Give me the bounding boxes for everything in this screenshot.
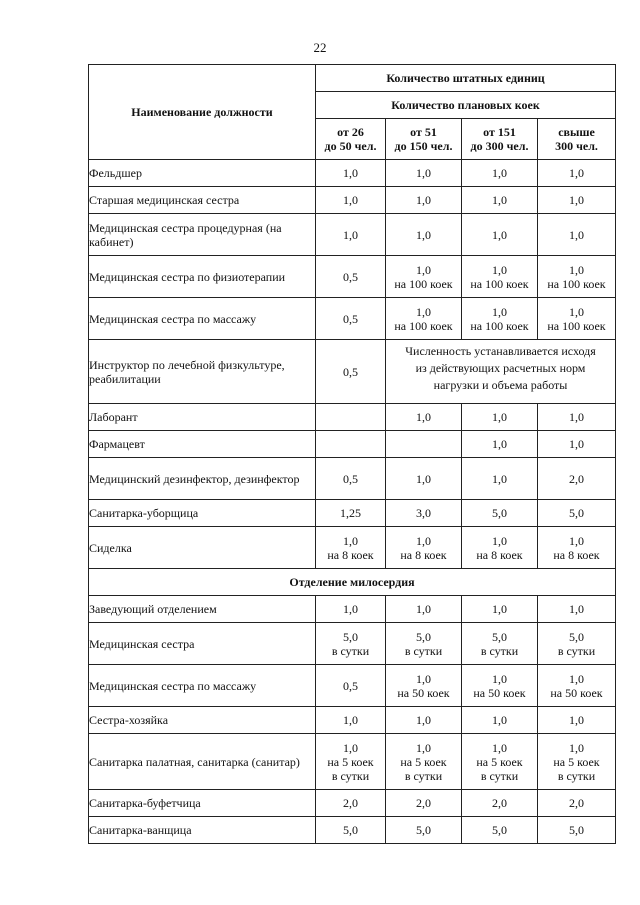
value-line: 1,0 (416, 740, 431, 755)
value-line: 1,0 (416, 227, 431, 242)
units-header: Количество штатных единиц (316, 65, 616, 92)
value-line: 1,0 (416, 166, 431, 180)
value-line: 1,0 (416, 262, 431, 277)
table-row (89, 404, 616, 431)
value-cell (538, 214, 616, 256)
value-line: на 5 коек (553, 754, 600, 769)
value-line: на 50 коек (473, 685, 526, 700)
position-name: Фельдшер (89, 160, 316, 187)
section-row (89, 569, 616, 596)
value-line: 5,0 (492, 629, 507, 644)
value-line: 1,0 (416, 410, 431, 424)
value-cell (316, 340, 386, 404)
position-name: Медицинская сестра процедурная (на кабинет) (89, 214, 316, 256)
table-row (89, 298, 616, 340)
value-line: 1,0 (492, 671, 507, 686)
value-line: в сутки (480, 643, 519, 658)
position-name: Старшая медицинская сестра (89, 187, 316, 214)
value-line: 1,0 (343, 713, 358, 727)
value-cell (462, 527, 538, 569)
section-title: Отделение милосердия (89, 569, 616, 596)
value-line: на 100 коек (394, 318, 453, 333)
value-line: на 100 коек (470, 318, 529, 333)
position-name: Медицинский дезинфектор, дезинфектор (89, 458, 316, 500)
value-line: 0,5 (343, 471, 358, 486)
value-cell (462, 404, 538, 431)
range-header-line: 300 чел. (555, 139, 598, 153)
table-row (89, 817, 616, 844)
value-cell (316, 596, 386, 623)
value-line: 1,0 (492, 227, 507, 242)
value-line: 1,0 (569, 602, 584, 616)
value-line: на 8 коек (553, 547, 600, 562)
position-name: Фармацевт (89, 431, 316, 458)
value-line: на 100 коек (394, 276, 453, 291)
value-line: 1,0 (492, 471, 507, 486)
value-cell (538, 187, 616, 214)
value-cell (316, 623, 386, 665)
value-line: в сутки (404, 768, 443, 783)
range-header-line: от 26 (337, 125, 364, 139)
position-name: Медицинская сестра по массажу (89, 665, 316, 707)
range-header-line: до 300 чел. (470, 139, 529, 153)
table-row (89, 187, 616, 214)
note-line: из действующих расчетных норм (415, 361, 586, 375)
value-line: на 50 коек (550, 685, 603, 700)
value-cell (386, 256, 462, 298)
value-line: 1,0 (492, 602, 507, 616)
value-cell (386, 458, 462, 500)
position-name: Санитарка-буфетчица (89, 790, 316, 817)
table-row (89, 458, 616, 500)
value-line: 1,0 (492, 533, 507, 548)
value-cell (316, 256, 386, 298)
value-line: 1,0 (569, 713, 584, 727)
table-row (89, 160, 616, 187)
position-name: Лаборант (89, 404, 316, 431)
value-line: на 8 коек (400, 547, 447, 562)
value-cell (462, 458, 538, 500)
value-cell (386, 790, 462, 817)
value-line: 1,0 (492, 166, 507, 180)
value-cell (538, 160, 616, 187)
value-line: 1,0 (492, 262, 507, 277)
value-cell (316, 527, 386, 569)
table-row (89, 500, 616, 527)
value-line: 2,0 (492, 796, 507, 810)
value-line: 1,0 (492, 437, 507, 451)
value-line: 1,0 (492, 713, 507, 727)
value-line: в сутки (557, 768, 596, 783)
value-cell (538, 623, 616, 665)
value-cell (462, 707, 538, 734)
value-line: 1,0 (492, 410, 507, 424)
range-header-line: свыше (558, 125, 595, 139)
value-line: на 100 коек (547, 318, 606, 333)
position-name: Медицинская сестра (89, 623, 316, 665)
position-name: Медицинская сестра по физиотерапии (89, 256, 316, 298)
range-header (316, 119, 386, 160)
value-cell (462, 817, 538, 844)
value-cell (316, 214, 386, 256)
position-name: Инструктор по лечебной физкультуре, реабилитации (89, 340, 316, 404)
position-name: Заведующий отделением (89, 596, 316, 623)
value-line: 0,5 (343, 364, 358, 379)
value-cell (462, 500, 538, 527)
value-line: 1,0 (343, 166, 358, 180)
value-cell (386, 160, 462, 187)
value-line: 1,0 (569, 227, 584, 242)
range-header-line: от 151 (483, 125, 516, 139)
table-row (89, 527, 616, 569)
value-line: 1,0 (416, 193, 431, 207)
table-row (89, 431, 616, 458)
value-cell (386, 817, 462, 844)
value-line: 1,0 (569, 304, 584, 319)
value-line: 1,0 (416, 671, 431, 686)
value-cell (462, 298, 538, 340)
value-cell (462, 734, 538, 790)
note-line: Численность устанавливается исходя (405, 344, 596, 358)
value-line: 1,0 (569, 262, 584, 277)
value-cell (316, 790, 386, 817)
value-cell (316, 187, 386, 214)
value-line: на 5 коек (400, 754, 447, 769)
position-name: Санитарка-уборщица (89, 500, 316, 527)
value-cell (462, 431, 538, 458)
value-line: 5,0 (569, 629, 584, 644)
value-cell (462, 214, 538, 256)
position-name: Санитарка-ванщица (89, 817, 316, 844)
value-cell (462, 596, 538, 623)
value-line: 1,0 (343, 740, 358, 755)
value-cell (386, 527, 462, 569)
value-line: 1,0 (492, 304, 507, 319)
value-cell (462, 160, 538, 187)
staffing-table (88, 64, 616, 844)
value-line: 1,0 (569, 410, 584, 424)
value-line: 1,0 (416, 533, 431, 548)
value-line: 3,0 (416, 506, 431, 520)
value-cell (462, 187, 538, 214)
value-line: 1,0 (343, 602, 358, 616)
value-line: в сутки (404, 643, 443, 658)
table-row (89, 734, 616, 790)
value-cell (316, 665, 386, 707)
value-cell (462, 256, 538, 298)
value-line: на 5 коек (327, 754, 374, 769)
value-line: 5,0 (416, 629, 431, 644)
value-cell (538, 790, 616, 817)
range-header-line: до 150 чел. (394, 139, 453, 153)
value-line: 1,0 (569, 671, 584, 686)
table-row (89, 340, 616, 404)
value-cell (386, 187, 462, 214)
value-line: 1,0 (492, 193, 507, 207)
position-name: Медицинская сестра по массажу (89, 298, 316, 340)
value-cell (538, 500, 616, 527)
table-row (89, 665, 616, 707)
value-line: 1,0 (416, 304, 431, 319)
value-cell (316, 817, 386, 844)
table-row (89, 707, 616, 734)
range-header (386, 119, 462, 160)
value-cell (386, 500, 462, 527)
table-row (89, 214, 616, 256)
value-line: 1,0 (416, 471, 431, 486)
beds-header: Количество плановых коек (316, 92, 616, 119)
value-line: 2,0 (569, 471, 584, 486)
value-line: 0,5 (343, 269, 358, 284)
value-cell (386, 214, 462, 256)
value-cell (538, 527, 616, 569)
value-line: на 100 коек (547, 276, 606, 291)
position-name: Сиделка (89, 527, 316, 569)
value-line: на 100 коек (470, 276, 529, 291)
table-row (89, 790, 616, 817)
value-line: 1,0 (416, 713, 431, 727)
table-row (89, 596, 616, 623)
value-cell (316, 707, 386, 734)
value-cell (386, 431, 462, 458)
value-cell (316, 500, 386, 527)
value-cell (538, 817, 616, 844)
value-cell (538, 404, 616, 431)
value-line: 1,25 (340, 506, 361, 520)
value-line: 1,0 (492, 740, 507, 755)
value-line: 1,0 (343, 193, 358, 207)
value-cell (386, 596, 462, 623)
value-cell (386, 665, 462, 707)
value-cell (316, 160, 386, 187)
value-cell (538, 298, 616, 340)
value-line: 5,0 (492, 823, 507, 837)
value-line: на 8 коек (476, 547, 523, 562)
page-number: 22 (313, 40, 327, 55)
position-name: Сестра-хозяйка (89, 707, 316, 734)
value-line: 1,0 (569, 533, 584, 548)
position-column-header: Наименование должности (89, 65, 316, 160)
range-header-line: до 50 чел. (324, 139, 377, 153)
value-cell (462, 623, 538, 665)
value-line: в сутки (331, 643, 370, 658)
value-line: на 5 коек (476, 754, 523, 769)
value-cell (538, 596, 616, 623)
value-cell (316, 458, 386, 500)
value-line: на 8 коек (327, 547, 374, 562)
value-line: 1,0 (569, 166, 584, 180)
merged-note-cell (386, 340, 616, 404)
range-header (462, 119, 538, 160)
table-row (89, 256, 616, 298)
value-line: 5,0 (569, 823, 584, 837)
value-line: 5,0 (343, 629, 358, 644)
value-cell (386, 404, 462, 431)
value-cell (462, 790, 538, 817)
value-line: 2,0 (343, 796, 358, 810)
value-line: 1,0 (569, 193, 584, 207)
value-cell (538, 458, 616, 500)
value-cell (538, 734, 616, 790)
value-line: в сутки (557, 643, 596, 658)
range-header (538, 119, 616, 160)
value-cell (316, 298, 386, 340)
value-cell (316, 734, 386, 790)
value-cell (386, 623, 462, 665)
value-cell (316, 431, 386, 458)
value-cell (316, 404, 386, 431)
value-cell (538, 431, 616, 458)
value-line: 5,0 (343, 823, 358, 837)
value-line: 1,0 (416, 602, 431, 616)
position-name: Санитарка палатная, санитарка (санитар) (89, 734, 316, 790)
value-line: в сутки (480, 768, 519, 783)
value-cell (386, 707, 462, 734)
value-line: 2,0 (569, 796, 584, 810)
table-row (89, 623, 616, 665)
value-line: 0,5 (343, 678, 358, 693)
value-cell (538, 256, 616, 298)
value-line: 2,0 (416, 796, 431, 810)
value-line: 0,5 (343, 311, 358, 326)
value-line: 1,0 (569, 437, 584, 451)
value-line: 1,0 (569, 740, 584, 755)
value-cell (386, 298, 462, 340)
value-line: 1,0 (343, 533, 358, 548)
value-line: в сутки (331, 768, 370, 783)
note-line: нагрузки и объема работы (433, 378, 568, 392)
value-cell (386, 734, 462, 790)
value-line: на 50 коек (397, 685, 450, 700)
value-line: 5,0 (416, 823, 431, 837)
range-header-line: от 51 (410, 125, 437, 139)
value-cell (538, 665, 616, 707)
value-line: 5,0 (569, 506, 584, 520)
value-line: 5,0 (492, 506, 507, 520)
value-line: 1,0 (343, 227, 358, 242)
value-cell (538, 707, 616, 734)
value-cell (462, 665, 538, 707)
